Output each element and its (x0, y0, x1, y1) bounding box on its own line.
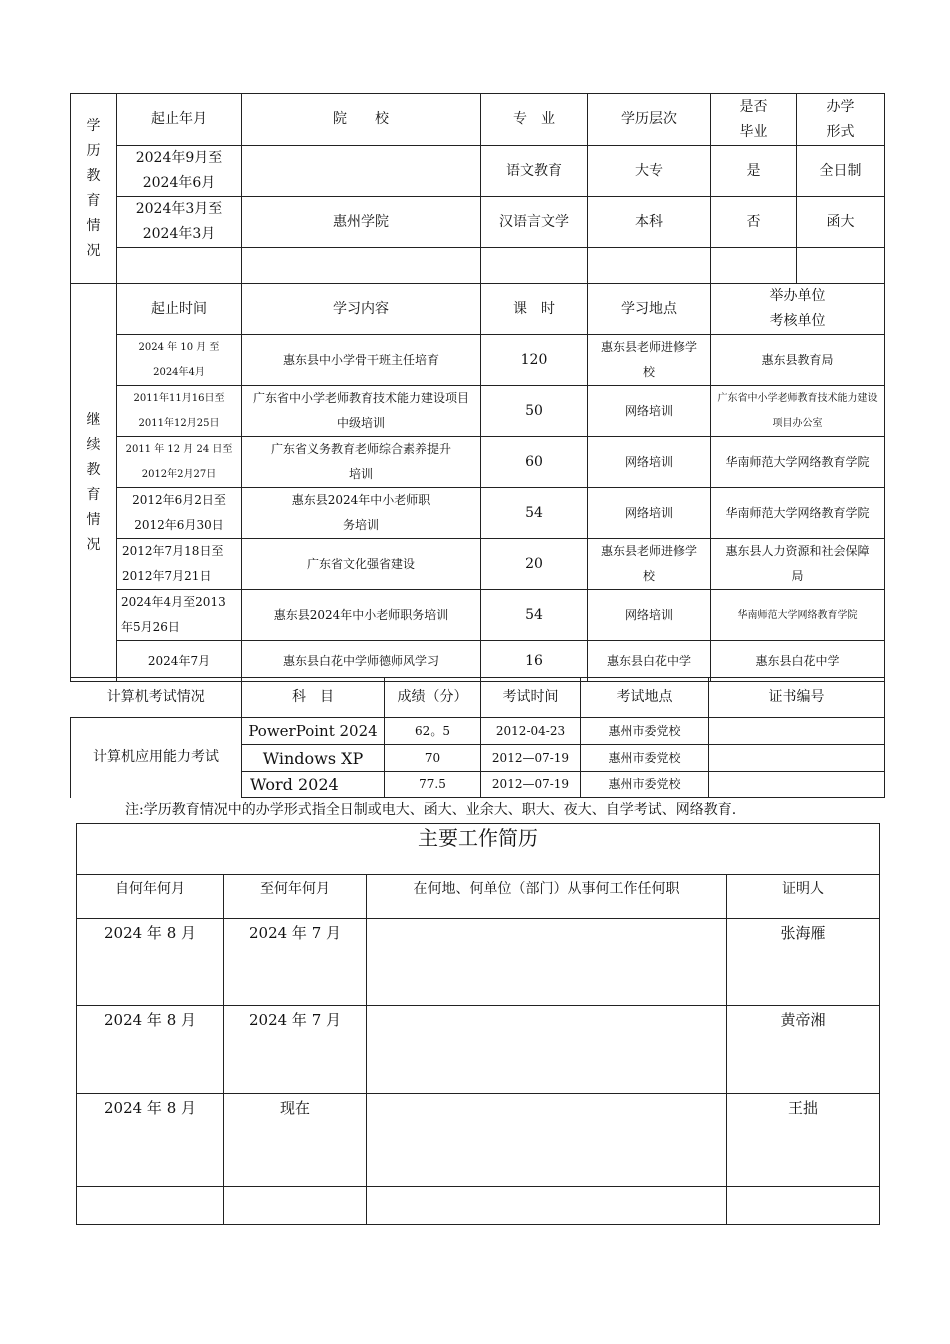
work-header: 至何年何月 (224, 875, 367, 919)
comp-header: 考试时间 (481, 678, 581, 718)
cont-content: 惠东县2024年中小老师职务培训 (242, 488, 481, 539)
edu-header: 院 校 (242, 94, 481, 146)
cont-side-label: 继续教育情况 (71, 284, 117, 682)
edu-header: 学历层次 (588, 94, 711, 146)
comp-score: 62。5 (385, 718, 481, 745)
edu-mode: 全日制 (797, 146, 885, 197)
cont-header: 举办单位考核单位 (711, 284, 885, 335)
edu-school: 惠州学院 (242, 197, 481, 248)
table-row (71, 718, 885, 745)
work-to: 2024 年 7 月 (224, 919, 367, 1006)
cont-org: 惠东县教育局 (711, 335, 885, 386)
edu-level: 大专 (588, 146, 711, 197)
edu-header: 办学形式 (797, 94, 885, 146)
work-from: 2024 年 8 月 (77, 1006, 224, 1094)
comp-header: 成绩（分） (385, 678, 481, 718)
comp-score: 70 (385, 745, 481, 772)
comp-date: 2012-04-23 (481, 718, 581, 745)
comp-subject: PowerPoint 2024 (242, 718, 385, 745)
comp-subject: Word 2024 (242, 772, 385, 798)
comp-subject: Windows XP (242, 745, 385, 772)
table-row (71, 641, 885, 682)
edu-period: 2024年3月至2024年3月 (117, 197, 242, 248)
comp-cert (709, 718, 885, 745)
table-row (77, 1006, 880, 1094)
edu-school (242, 146, 481, 197)
cont-header: 课 时 (481, 284, 588, 335)
work-desc (367, 919, 727, 1006)
cont-place: 网络培训 (588, 488, 711, 539)
table-row (71, 437, 885, 488)
cont-content: 广东省中小学老师教育技术能力建设项目中级培训 (242, 386, 481, 437)
edu-mode: 函大 (797, 197, 885, 248)
comp-side-label: 计算机应用能力考试 (71, 718, 242, 798)
cont-place: 惠东县老师进修学校 (588, 539, 711, 590)
cont-content: 惠东县白花中学师德师风学习 (242, 641, 481, 682)
table-row (71, 386, 885, 437)
comp-date: 2012—07-19 (481, 772, 581, 798)
comp-place: 惠州市委党校 (581, 718, 709, 745)
edu-level: 本科 (588, 197, 711, 248)
edu-graduated: 是 (711, 146, 797, 197)
cont-period: 2012年7月18日至2012年7月21日 (117, 539, 242, 590)
cont-period: 2012年6月2日至2012年6月30日 (117, 488, 242, 539)
work-witness: 黄帝湘 (727, 1006, 880, 1094)
cont-hours: 60 (481, 437, 588, 488)
cont-period: 2024年4月至2013年5月26日 (117, 590, 242, 641)
comp-place: 惠州市委党校 (581, 745, 709, 772)
table-row (71, 590, 885, 641)
work-history-table (76, 823, 880, 1225)
work-from: 2024 年 8 月 (77, 1094, 224, 1187)
cont-content: 惠东县中小学骨干班主任培育 (242, 335, 481, 386)
cont-place: 网络培训 (588, 437, 711, 488)
cont-hours: 20 (481, 539, 588, 590)
computer-table (70, 677, 885, 798)
cont-content: 广东省义务教育老师综合素养提升培训 (242, 437, 481, 488)
cont-org: 广东省中小学老师教育技术能力建设项目办公室 (711, 386, 885, 437)
work-desc (367, 1006, 727, 1094)
cont-org: 华南师范大学网络教育学院 (711, 437, 885, 488)
cont-header: 起止时间 (117, 284, 242, 335)
edu-header: 是否毕业 (711, 94, 797, 146)
cont-period: 2024 年 10 月 至 2024年4月 (117, 335, 242, 386)
cont-org: 华南师范大学网络教育学院 (711, 488, 885, 539)
work-header: 证明人 (727, 875, 880, 919)
comp-header: 证书编号 (709, 678, 885, 718)
table-row (71, 248, 885, 284)
cont-period: 2024年7月 (117, 641, 242, 682)
comp-date: 2012—07-19 (481, 745, 581, 772)
edu-major: 语文教育 (481, 146, 588, 197)
edu-header: 专 业 (481, 94, 588, 146)
work-desc (367, 1094, 727, 1187)
cont-org: 惠东县白花中学 (711, 641, 885, 682)
cont-content: 广东省文化强省建设 (242, 539, 481, 590)
edu-major: 汉语言文学 (481, 197, 588, 248)
edu-header: 起止年月 (117, 94, 242, 146)
cont-place: 惠东县白花中学 (588, 641, 711, 682)
comp-title: 计算机考试情况 (71, 678, 242, 718)
cont-period: 2011年11月16日至2011年12月25日 (117, 386, 242, 437)
table-row (71, 197, 885, 248)
education-table (70, 93, 885, 682)
comp-header: 科 目 (242, 678, 385, 718)
comp-cert (709, 745, 885, 772)
table-row (71, 539, 885, 590)
cont-hours: 120 (481, 335, 588, 386)
cont-hours: 16 (481, 641, 588, 682)
cont-content: 惠东县2024年中小老师职务培训 (242, 590, 481, 641)
work-witness: 张海雁 (727, 919, 880, 1006)
work-from: 2024 年 8 月 (77, 919, 224, 1006)
cont-hours: 54 (481, 590, 588, 641)
comp-place: 惠州市委党校 (581, 772, 709, 798)
cont-org: 华南师范大学网络教育学院 (711, 590, 885, 641)
edu-graduated: 否 (711, 197, 797, 248)
work-to: 现在 (224, 1094, 367, 1187)
cont-header: 学习内容 (242, 284, 481, 335)
table-row (77, 919, 880, 1006)
table-row (71, 335, 885, 386)
table-row (71, 488, 885, 539)
cont-place: 惠东县老师进修学校 (588, 335, 711, 386)
comp-header: 考试地点 (581, 678, 709, 718)
cont-place: 网络培训 (588, 386, 711, 437)
work-witness: 王拙 (727, 1094, 880, 1187)
table-row (71, 146, 885, 197)
edu-side-label: 学历教育情况 (71, 94, 117, 284)
cont-hours: 54 (481, 488, 588, 539)
work-header: 在何地、何单位（部门）从事何工作任何职 (367, 875, 727, 919)
cont-header: 学习地点 (588, 284, 711, 335)
cont-place: 网络培训 (588, 590, 711, 641)
cont-period: 2011 年 12 月 24 日至2012年2月27日 (117, 437, 242, 488)
comp-cert (709, 772, 885, 798)
edu-period: 2024年9月至2024年6月 (117, 146, 242, 197)
table-row (77, 1094, 880, 1187)
table-row (77, 1187, 880, 1225)
comp-score: 77.5 (385, 772, 481, 798)
work-header: 自何年何月 (77, 875, 224, 919)
cont-org: 惠东县人力资源和社会保障局 (711, 539, 885, 590)
note-text: 注:学历教育情况中的办学形式指全日制或电大、函大、业余大、职大、夜大、自学考试、网络教育. (125, 802, 737, 818)
work-to: 2024 年 7 月 (224, 1006, 367, 1094)
work-title: 主要工作简历 (77, 824, 880, 875)
cont-hours: 50 (481, 386, 588, 437)
